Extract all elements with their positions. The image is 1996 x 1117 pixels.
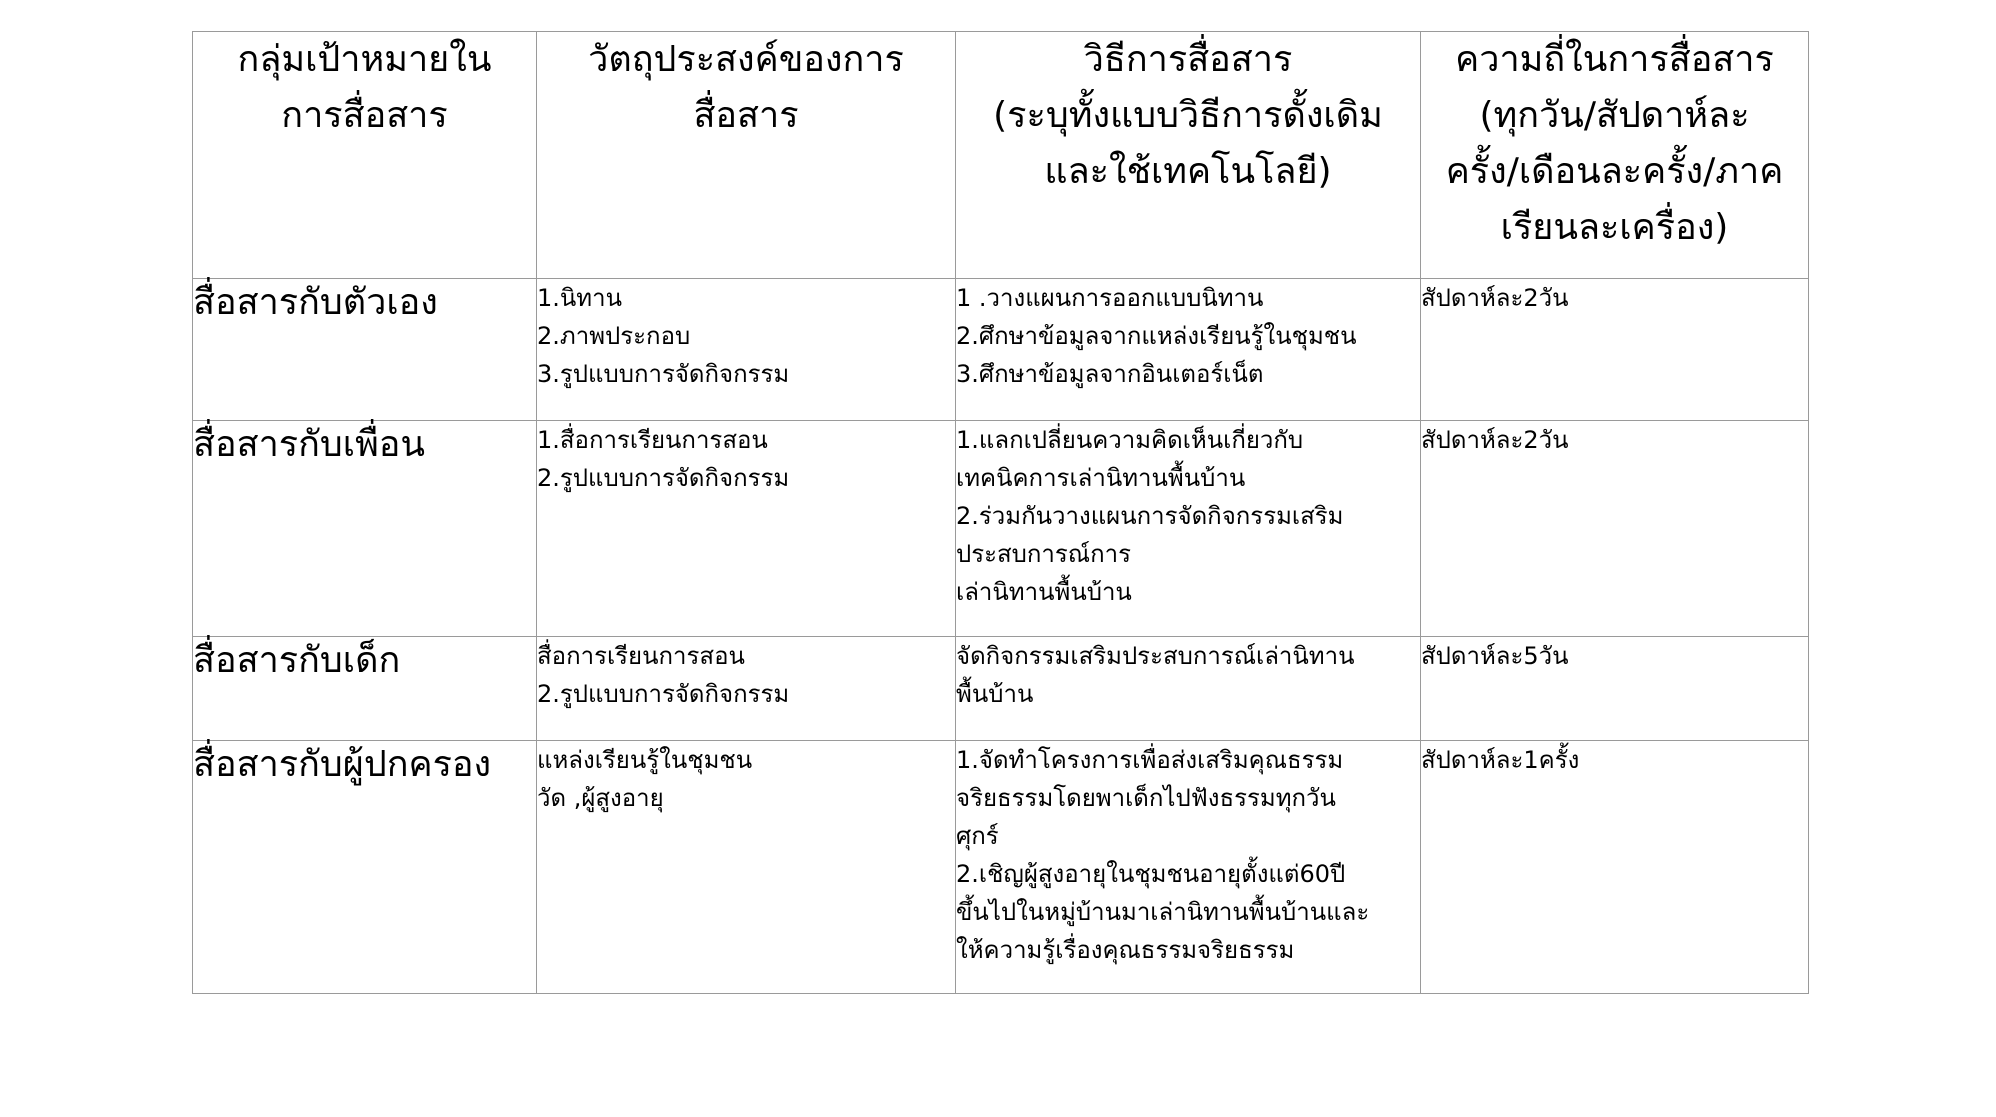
frequency-cell <box>1421 421 1809 637</box>
frequency-value: สัปดาห์ละ2วัน <box>1421 284 1569 312</box>
header-line: วัตถุประสงค์ของการ <box>588 39 904 80</box>
header-line: และใช้เทคโนโลยี) <box>1044 151 1332 192</box>
header-method <box>956 32 1421 279</box>
objective-line: 2.รูปแบบการจัดกิจกรรม <box>537 680 790 708</box>
method-line: ขึ้นไปในหมู่บ้านมาเล่านิทานพื้นบ้านและ <box>956 898 1370 926</box>
target-group-label: สื่อสารกับผู้ปกครอง <box>193 744 492 785</box>
method-line: 2.ศึกษาข้อมูลจากแหล่งเรียนรู้ในชุมชน <box>956 322 1357 350</box>
method-cell <box>956 279 1421 421</box>
header-line: (ระบุทั้งแบบวิธีการดั้งเดิม <box>993 95 1383 136</box>
header-target-group <box>193 32 537 279</box>
frequency-cell <box>1421 741 1809 994</box>
header-line: วิธีการสื่อสาร <box>1083 39 1293 80</box>
frequency-value: สัปดาห์ละ1ครั้ง <box>1421 746 1580 774</box>
method-line: 1.จัดทำโครงการเพื่อส่งเสริมคุณธรรม <box>956 746 1344 774</box>
method-line: 3.ศึกษาข้อมูลจากอินเตอร์เน็ต <box>956 360 1264 388</box>
method-line: ให้ความรู้เรื่องคุณธรรมจริยธรรม <box>956 936 1295 964</box>
target-group-label: สื่อสารกับตัวเอง <box>193 282 438 323</box>
method-cell <box>956 741 1421 994</box>
method-line: พื้นบ้าน <box>956 680 1034 708</box>
objective-cell <box>537 279 956 421</box>
header-frequency <box>1421 32 1809 279</box>
method-cell <box>956 421 1421 637</box>
target-group-cell <box>193 421 537 637</box>
method-line: ศุกร์ <box>956 822 999 850</box>
method-line: เล่านิทานพื้นบ้าน <box>956 578 1132 606</box>
objective-line: แหล่งเรียนรู้ในชุมชน <box>537 746 753 774</box>
table-row <box>193 741 1809 994</box>
target-group-cell <box>193 637 537 741</box>
method-line: ประสบการณ์การ <box>956 540 1131 568</box>
method-cell <box>956 637 1421 741</box>
header-objective <box>537 32 956 279</box>
method-line: 2.ร่วมกันวางแผนการจัดกิจกรรมเสริม <box>956 502 1344 530</box>
header-row <box>193 32 1809 279</box>
table-row <box>193 421 1809 637</box>
objective-line: 2.รูปแบบการจัดกิจกรรม <box>537 464 790 492</box>
header-line: กลุ่มเป้าหมายใน <box>237 39 492 80</box>
header-line: ครั้ง/เดือนละครั้ง/ภาค <box>1445 151 1784 192</box>
communication-table <box>192 31 1809 994</box>
target-group-cell <box>193 279 537 421</box>
objective-line: วัด ,ผู้สูงอายุ <box>537 784 664 812</box>
objective-line: 3.รูปแบบการจัดกิจกรรม <box>537 360 790 388</box>
method-line: 2.เชิญผู้สูงอายุในชุมชนอายุตั้งแต่60ปี <box>956 860 1346 888</box>
objective-line: 1.นิทาน <box>537 284 623 312</box>
objective-line: 1.สื่อการเรียนการสอน <box>537 426 768 454</box>
objective-line: สื่อการเรียนการสอน <box>537 642 745 670</box>
table-row <box>193 637 1809 741</box>
objective-cell <box>537 637 956 741</box>
header-line: (ทุกวัน/สัปดาห์ละ <box>1479 95 1750 136</box>
objective-line: 2.ภาพประกอบ <box>537 322 691 350</box>
objective-cell <box>537 421 956 637</box>
frequency-value: สัปดาห์ละ5วัน <box>1421 642 1569 670</box>
header-line: สื่อสาร <box>693 95 799 136</box>
method-line: จริยธรรมโดยพาเด็กไปฟังธรรมทุกวัน <box>956 784 1336 812</box>
table-row <box>193 279 1809 421</box>
frequency-cell <box>1421 279 1809 421</box>
frequency-cell <box>1421 637 1809 741</box>
method-line: จัดกิจกรรมเสริมประสบการณ์เล่านิทาน <box>956 642 1355 670</box>
method-line: เทคนิคการเล่านิทานพื้นบ้าน <box>956 464 1246 492</box>
method-line: 1.แลกเปลี่ยนความคิดเห็นเกี่ยวกับ <box>956 426 1304 454</box>
header-line: ความถี่ในการสื่อสาร <box>1455 39 1774 80</box>
header-line: เรียนละเครื่อง) <box>1500 207 1729 248</box>
method-line: 1 .วางแผนการออกแบบนิทาน <box>956 284 1264 312</box>
objective-cell <box>537 741 956 994</box>
target-group-label: สื่อสารกับเด็ก <box>193 640 401 681</box>
header-line: การสื่อสาร <box>281 95 448 136</box>
target-group-label: สื่อสารกับเพื่อน <box>193 424 426 465</box>
frequency-value: สัปดาห์ละ2วัน <box>1421 426 1569 454</box>
target-group-cell <box>193 741 537 994</box>
